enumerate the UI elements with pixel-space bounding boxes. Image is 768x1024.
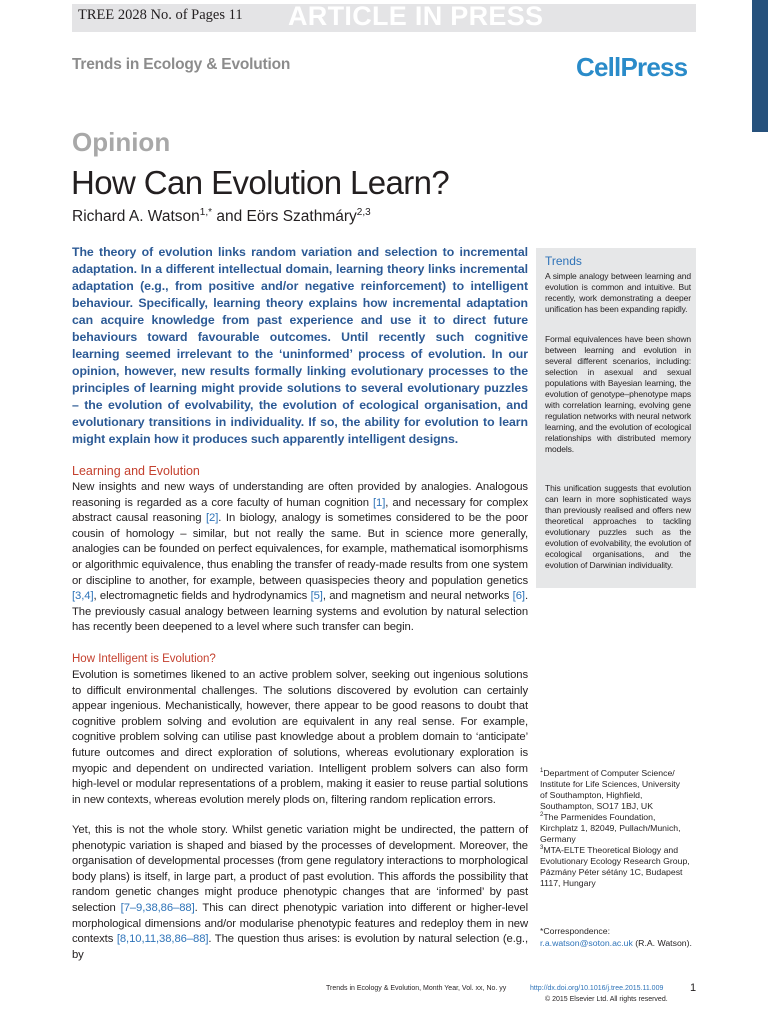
abstract: The theory of evolution links random variation and selection to incremental adaptation. In a different intellectual domain, learning theory links incremental adaptation (e.g., from positive and/or negative reinforcement) to intelligent behaviour. Specifically, learning theory explains how incremental adaptation can acquire knowledge from past experience and use it to direct future behaviours toward favourable outcomes. Until recently such cognitive learning seemed irrelevant to the ‘uninformed’ process of evolution. In our opinion, however, new results formally linking evolutionary processes to the principles of learning might provide solutions to several evolutionary puzzles – the evolution of evolvability, the evolution of ecological organisation, and evolutionary transitions in individuality. If so, the ability for evolution to learn might explain how it produces such apparently intelligent designs.	[72, 245, 528, 446]
trends-item: Formal equivalences have been shown between learning and evolution in several different scenarios, including: selection in asexual and sexual populations with Bayesian learning, the evolution of genotype–phenotype maps with correlation learning, evolving gene regulation networks with neural network learning, and the evolution of ecological relationships with distributed memory models.	[545, 334, 691, 454]
affiliation-line	[540, 834, 700, 845]
affiliation-text: Germany	[540, 834, 576, 844]
footer-citation: Trends in Ecology & Evolution, Month Year, Vol. xx, No. yy	[326, 985, 507, 992]
section-heading-learning-and-evolution: Learning and Evolution	[72, 464, 200, 478]
article-type: Opinion	[72, 127, 171, 157]
affiliation-line	[540, 878, 700, 889]
author-list	[72, 208, 371, 226]
article-title: How Can Evolution Learn?	[71, 164, 450, 201]
correspondence	[540, 925, 710, 949]
affiliation-line	[540, 812, 700, 823]
side-tab	[752, 0, 768, 132]
affiliation-text: Southampton, SO17 1BJ, UK	[540, 801, 654, 811]
affiliation-marker: 1	[540, 768, 544, 775]
body-text-span: Evolution is sometimes likened to an active problem solver, seeking out ingenious solutions to difficult environmental challenges. The solutions discovered by evolution can certainly appear ingenious. Mechanistically, however, there appear to be good reasons to doubt that cognitive problem solving and evolution are equivalent in any real sense. For example, cognitive problem solving can utilise past knowledge about a problem domain to ‘anticipate’ future outcomes and direct exploration of solutions, whereas evolutionary exploration is myopic and dependent on undirected variation. Intelligent problem solvers can also form high-level or modular representations of a problem, making it easier to reuse partial solutions in new contexts, whereas evolution merely plods on, filtering random replication errors.	[72, 669, 528, 806]
affiliation-text: Kirchplatz 1, 82049, Pullach/Munich,	[540, 823, 681, 833]
affiliation-text: MTA-ELTE Theoretical Biology and	[543, 845, 679, 855]
body-text-span: , and necessary for complex abstract causal reasoning	[72, 496, 528, 525]
author-affiliation-marker: 2,3	[356, 206, 371, 218]
affiliation-line	[540, 845, 700, 856]
author-connector: and	[212, 208, 247, 225]
affiliation-text: The Parmenides Foundation,	[543, 812, 656, 822]
affiliations	[540, 768, 700, 889]
author-name: Richard A. Watson	[72, 208, 200, 225]
correspondence-name: (R.A. Watson).	[632, 938, 692, 948]
affiliation-text: of Southampton, Highfield,	[540, 790, 643, 800]
citation-link[interactable]: [6]	[512, 590, 525, 603]
citation-link[interactable]: [2]	[206, 512, 219, 525]
citation-link[interactable]: [1]	[372, 496, 386, 509]
citation-link[interactable]: [3,4]	[72, 590, 94, 603]
affiliation-text: Department of Computer Science/	[543, 768, 675, 778]
email-link[interactable]: r.a.watson@soton.ac.uk	[540, 938, 633, 948]
body-text-span: . The question thus arises: is evolution by natural selection (e.g., by	[72, 933, 528, 961]
body-text-span: . In biology, analogy is sometimes considered to be the poor cousin of homology – similar, but not really the same. But in science more generally, analogies can be founded on perfect equivalences, for example, mathematical isomorphisms or algorithmic equivalence, thus enabling the transfer of ready-made results from one system or discipline to another, for example, between quasispecies theory and population genetics	[72, 512, 528, 587]
affiliation-line	[540, 790, 700, 801]
body-paragraph-3	[72, 823, 528, 963]
body-text-span: Yet, this is not the whole story. Whilst genetic variation might be undirected, the pattern of phenotypic variation is shaped and biased by the processes of development. Moreover, the organisation of developmental processes (from gene regulatory interactions to morphological body plans) is itself, in large part, a product of past evolution. This affords the possibility that random genetic changes might produce phenotypic changes that are ‘informed’ by past selection	[72, 824, 528, 914]
body-text-span: , and magnetism and neural networks	[322, 590, 513, 603]
citation-link[interactable]: [5]	[310, 590, 323, 603]
page-number: 1	[690, 982, 697, 994]
author-affiliation-marker: 1,*	[199, 206, 213, 218]
body-text-span: . The previously casual analogy between learning systems and evolution by natural selection has recently been deepened to a level where such transfer can begin.	[72, 590, 528, 634]
affiliation-line	[540, 856, 700, 867]
affiliation-line	[540, 801, 700, 812]
affiliation-marker: 2	[540, 812, 544, 819]
affiliation-line	[540, 768, 700, 779]
cellpress-logo: CellPress	[576, 52, 688, 82]
body-text-span: . This can direct phenotypic variation into different or higher-level morphological dimensions and/or modularise phenotypic features and redeploy them in new contexts	[72, 901, 529, 946]
affiliation-line	[540, 867, 700, 878]
affiliation-line	[540, 779, 700, 790]
journal-name: Trends in Ecology & Evolution	[72, 56, 291, 73]
correspondence-label: *Correspondence:	[540, 926, 611, 936]
author-name: Eörs Szathmáry	[246, 208, 357, 225]
body-paragraph-2	[72, 668, 528, 808]
affiliation-text: Pázmány Péter sétány 1C, Budapest	[540, 867, 683, 877]
body-text-span: New insights and new ways of understanding are often provided by analogies. Analogous reasoning is regarded as a core faculty of human cognition	[72, 481, 528, 509]
doi-link[interactable]: http://dx.doi.org/10.1016/j.tree.2015.11.009	[530, 985, 664, 992]
body-text-span: , electromagnetic fields and hydrodynamics	[93, 590, 311, 603]
affiliation-line	[540, 823, 700, 834]
body-paragraph-1	[72, 480, 528, 636]
copyright: © 2015 Elsevier Ltd. All rights reserved.	[545, 996, 668, 1003]
trends-item: A simple analogy between learning and evolution is common and intuitive. But recently, work demonstrating a deeper unification has been expanding rapidly.	[545, 271, 691, 314]
trends-item: This unification suggests that evolution can learn in more sophisticated ways than previously realised and offers new theoretical approaches to tackling evolutionary puzzles such as the evolution of evolvability, the evolution of ecological organisations, and the evolution of Darwinian individuality.	[545, 483, 691, 570]
affiliation-marker: 3	[540, 845, 544, 852]
affiliation-text: 1117, Hungary	[540, 878, 596, 888]
affiliation-text: Evolutionary Ecology Research Group,	[540, 856, 690, 866]
affiliation-text: Institute for Life Sciences, University	[540, 779, 681, 789]
citation-link[interactable]: [8,10,11,38,86–88]	[116, 933, 209, 946]
article-id-label: TREE 2028 No. of Pages 11	[78, 7, 243, 23]
section-heading-how-intelligent: How Intelligent is Evolution?	[72, 653, 216, 665]
trends-heading: Trends	[545, 254, 582, 268]
citation-link[interactable]: [7–9,38,86–88]	[120, 901, 195, 914]
article-in-press-banner: ARTICLE IN PRESS	[288, 1, 544, 31]
